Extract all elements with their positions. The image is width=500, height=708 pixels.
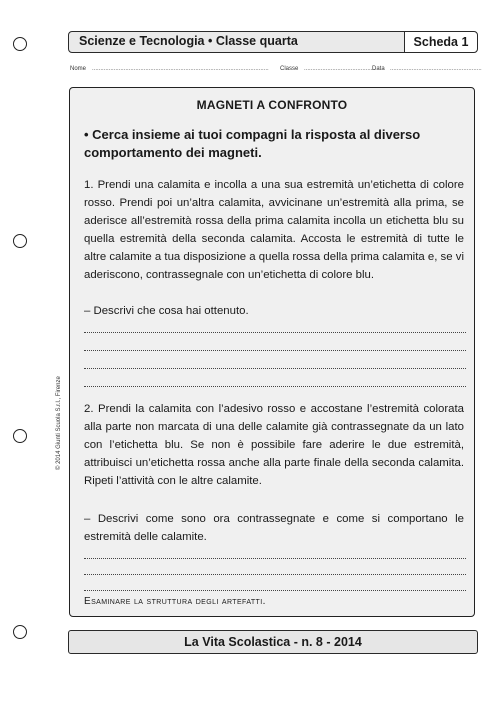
binder-hole: [13, 625, 27, 639]
binder-hole: [13, 429, 27, 443]
intro-instruction: • Cerca insieme ai tuoi compagni la risposta al diverso comportamento dei magneti.: [84, 127, 421, 160]
answer-line[interactable]: [84, 558, 466, 559]
worksheet-box: [69, 87, 475, 617]
answer-line[interactable]: [84, 368, 466, 369]
sheet-label: Scheda 1: [404, 32, 477, 52]
name-label: Nome: [70, 66, 87, 72]
worksheet-title: MAGNETI A CONFRONTO: [196, 98, 348, 112]
name-field[interactable]: ..........................................................................................................: [92, 66, 269, 72]
student-info-line: [70, 64, 482, 76]
question-2: – Descrivi come sono ora contrassegnate e come si comportano le estremità delle calamite.: [84, 513, 464, 543]
date-field[interactable]: .......................................................: [390, 66, 482, 72]
answer-line[interactable]: [84, 386, 466, 387]
binder-hole: [13, 234, 27, 248]
binder-hole: [13, 37, 27, 51]
answer-line[interactable]: [84, 574, 466, 575]
answer-line[interactable]: [84, 590, 466, 591]
step-2-text: 2. Prendi la calamita con l’adesivo rosso e accostane l’estremità colorata alla parte non marcata di una delle calamite già contrassegnate da un lato con l’etichetta blu. Se non è possibile fare aderire le due estremità, attribuisci un’etichetta rossa anche alla parte finale della seconda calamita. Ripeti l’attività con le altre calamite.: [84, 403, 464, 487]
footer-bar: La Vita Scolastica - n. 8 - 2014: [68, 630, 478, 654]
subject-title: Scienze e Tecnologia • Classe quarta: [79, 34, 298, 48]
question-1: – Descrivi che cosa hai ottenuto.: [84, 305, 249, 317]
copyright-notice: © 2014 Giunti Scuola S.r.l., Firenze: [56, 376, 62, 470]
objective-note: Esaminare la struttura degli artefatti.: [84, 596, 266, 607]
date-label: Data: [372, 66, 385, 72]
answer-line[interactable]: [84, 332, 466, 333]
class-field[interactable]: ...........................................: [304, 66, 376, 72]
answer-line[interactable]: [84, 350, 466, 351]
header-bar: [68, 31, 478, 53]
class-label: Classe: [280, 66, 299, 72]
step-1-text: 1. Prendi una calamita e incolla a una sua estremità un’etichetta di colore rosso. Prendi poi un’altra calamita, avvicinane un’estremità alla prima, se aderisce all’estremità rossa della prima calamita incolla un etichetta blu su quella estremità della seconda calamita. Accosta le estremità di tutte le altre calamite a tua disposizione a quella rossa della prima calamita e, se vi aderiscono, contrassegnale con un’etichetta di colore blu.: [84, 179, 464, 281]
